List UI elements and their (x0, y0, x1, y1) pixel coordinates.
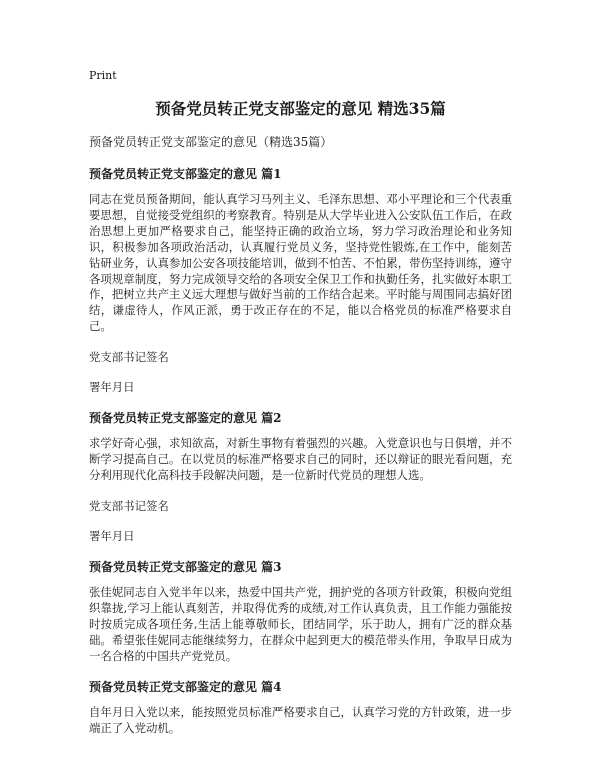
section-heading: 预备党员转正党支部鉴定的意见 篇1 (89, 167, 282, 181)
section-4 (89, 678, 512, 737)
section-1 (89, 165, 512, 395)
document-subtitle: 预备党员转正党支部鉴定的意见（精选35篇） (89, 135, 333, 149)
section-2 (89, 409, 512, 544)
section-heading: 预备党员转正党支部鉴定的意见 篇3 (89, 559, 282, 574)
section-body: 求学好奇心强，求知欲高，对新生事物有着强烈的兴趣。入党意识也与日俱增，并不断学习提高自己。在以党员的标准严格要求自己的同时，还以辩证的眼光看问题，充分利用现代化高科技手段解决问题，是一位新时代党员的理想人选。 (89, 436, 512, 482)
section-3 (89, 558, 512, 665)
section-body: 自年月日入党以来，能按照党员标准严格要求自己，认真学习党的方针政策，进一步端正了入党动机。 (89, 705, 512, 736)
date-line: 署年月日 (89, 528, 135, 543)
document-title: 预备党员转正党支部鉴定的意见 精选35篇 (155, 99, 446, 118)
section-body: 张佳妮同志自入党半年以来，热爱中国共产党，拥护党的各项方针政策，积极向党组织靠拢,学习上能认真刻苦，并取得优秀的成绩,对工作认真负责，且工作能力强能按时按质完成各项任务,生活上能尊敬师长，团结同学，乐于助人，拥有广泛的群众基础。希望张佳妮同志能继续努力，在群众中起到更大的模范带头作用，争取早日成为一名合格的中国共产党党员。 (89, 584, 512, 663)
date-line: 署年月日 (89, 380, 135, 395)
signature-line: 党支部书记签名 (89, 350, 169, 365)
section-body: 同志在党员预备期间，能认真学习马列主义、毛泽东思想、邓小平理论和三个代表重要思想，自觉接受党组织的考察教育。特别是从大学毕业进入公安队伍工作后，在政治思想上更加严格要求自己，能坚持正确的政治立场，努力学习政治理论和业务知识，积极参加各项政治活动，认真履行党员义务，坚持党性锻炼,在工作中，能刻苦钻研业务，认真参加公安各项技能培训，做到不怕苦、不怕累，带伤坚持训练，遵守各项规章制度，努力完成领导交给的各项安全保卫工作和执勤任务，扎实做好本职工作，把树立共产主义远大理想与做好当前的工作结合起来。平时能与周围同志搞好团结，谦虚待人，作风正派，勇于改正存在的不足，能以合格党员的标准严格要求自己。 (89, 192, 512, 334)
section-heading: 预备党员转正党支部鉴定的意见 篇4 (89, 680, 282, 695)
section-heading: 预备党员转正党支部鉴定的意见 篇2 (89, 411, 282, 426)
print-label: Print (89, 69, 117, 82)
signature-line: 党支部书记签名 (89, 498, 169, 513)
